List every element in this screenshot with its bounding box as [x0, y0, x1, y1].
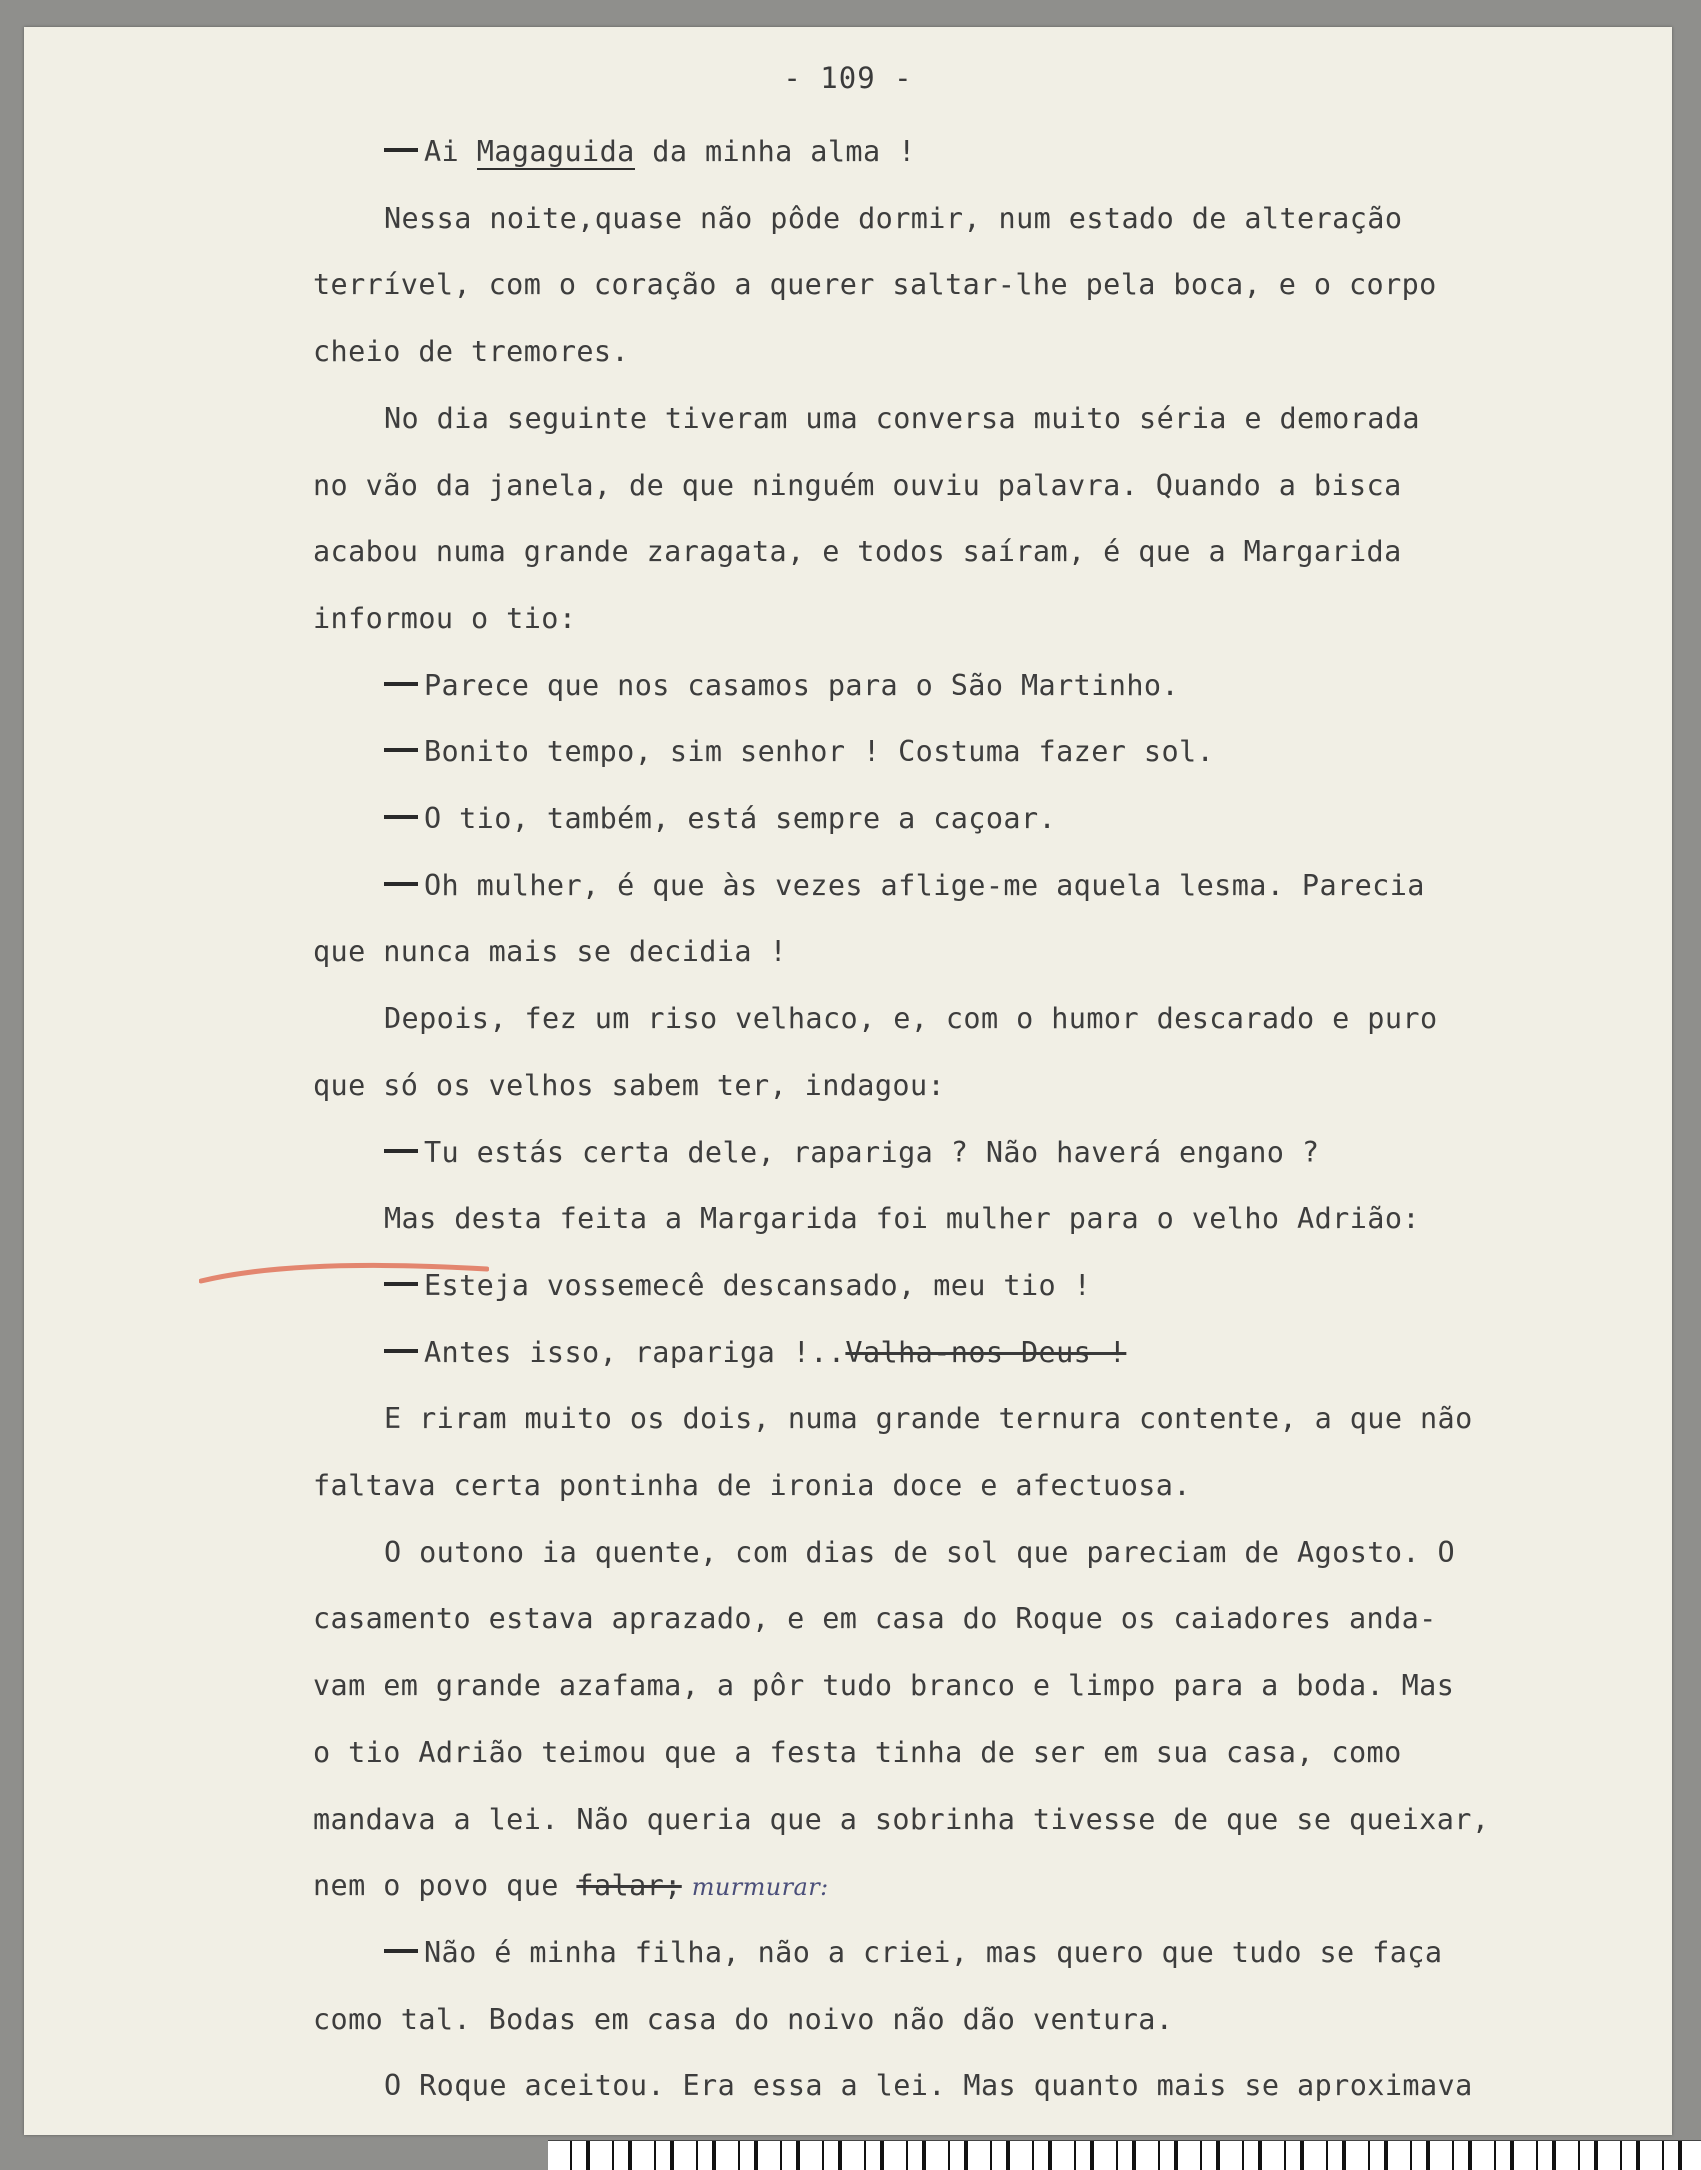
- dialogue-dash: [384, 882, 418, 886]
- line-text: terrível, com o coração a querer saltar-lhe pela boca, e o corpo: [313, 268, 1437, 302]
- line-text: Tu estás certa dele, rapariga ? Não haverá engano ?: [424, 1135, 1320, 1169]
- text-line: [313, 1803, 1489, 1836]
- line-text: Depois, fez um riso velhaco, e, com o humor descarado e puro: [384, 1002, 1438, 1036]
- dialogue-dash: [384, 748, 418, 752]
- text-line: [313, 535, 1402, 568]
- line-text: Antes isso, rapariga !..: [424, 1335, 846, 1369]
- line-text: mandava a lei. Não queria que a sobrinha tivesse de que se queixar,: [313, 1802, 1490, 1836]
- scan-ruler: [548, 2140, 1701, 2170]
- text-line: [384, 1402, 1473, 1435]
- text-line: [313, 268, 1437, 301]
- line-text: Esteja vossemecê descansado, meu tio !: [424, 1268, 1092, 1302]
- text-line: [384, 1002, 1438, 1035]
- text-line: [313, 1669, 1454, 1702]
- line-text: Bonito tempo, sim senhor ! Costuma fazer sol.: [424, 735, 1215, 769]
- text-line: [313, 335, 629, 368]
- line-text: vam em grande azafama, a pôr tudo branco e limpo para a boda. Mas: [313, 1669, 1455, 1703]
- page-number: - 109 -: [783, 61, 913, 95]
- text-line: [313, 1602, 1437, 1635]
- text-line: [384, 669, 1179, 702]
- dialogue-dash: [384, 1949, 418, 1953]
- manuscript-page: [24, 27, 1672, 2135]
- dialogue-dash: [384, 1282, 418, 1286]
- line-text: O Roque aceitou. Era essa a lei. Mas quanto mais se aproximava: [384, 2069, 1473, 2103]
- line-text: que nunca mais se decidia !: [313, 935, 788, 969]
- text-line: [313, 1069, 945, 1102]
- line-text: informou o tio:: [313, 601, 577, 635]
- text-line: [384, 402, 1420, 435]
- line-text: Oh mulher, é que às vezes aflige-me aquela lesma. Parecia: [424, 868, 1425, 902]
- line-text: faltava certa pontinha de ironia doce e afectuosa.: [313, 1469, 1191, 1502]
- text-line: [384, 2069, 1473, 2102]
- line-text: Parece que nos casamos para o São Martinho.: [424, 668, 1180, 702]
- text-line: [313, 2003, 1173, 2036]
- line-text: que só os velhos sabem ter, indagou:: [313, 1068, 946, 1102]
- line-text: cheio de tremores.: [313, 335, 630, 369]
- line-text: O outono ia quente, com dias de sol que pareciam de Agosto. O: [384, 1535, 1456, 1569]
- struck-through-text: falar;: [576, 1869, 682, 1903]
- dialogue-dash: [384, 1349, 418, 1353]
- dialogue-dash: [384, 815, 418, 819]
- line-text: da minha alma !: [634, 135, 916, 168]
- line-text: como tal. Bodas em casa do noivo não dão ventura.: [313, 2002, 1174, 2036]
- text-line: [384, 1936, 1442, 1969]
- text-line: [384, 202, 1402, 235]
- line-text: O tio, também, está sempre a caçoar.: [424, 802, 1057, 835]
- line-text: Mas desta feita a Margarida foi mulher para o velho Adrião:: [384, 1202, 1420, 1236]
- text-line: [313, 469, 1402, 502]
- line-text: nem o povo que: [313, 1869, 577, 1903]
- text-line: [384, 1136, 1319, 1169]
- line-text: E riram muito os dois, numa grande ternura contente, a que não: [384, 1402, 1473, 1436]
- text-line: [313, 1736, 1402, 1769]
- line-text: Não é minha filha, não a criei, mas quero que tudo se faça: [424, 1935, 1443, 1969]
- line-text: No dia seguinte tiveram uma conversa muito séria e demorada: [384, 401, 1420, 435]
- text-line: [384, 802, 1056, 835]
- text-line: [384, 135, 916, 168]
- line-text: Nessa noite,quase não pôde dormir, num estado de alteração: [384, 201, 1403, 235]
- text-line: [384, 1269, 1091, 1302]
- text-line: [313, 1469, 1191, 1502]
- text-line: [384, 1202, 1420, 1235]
- handwritten-correction: murmurar:: [691, 1873, 829, 1902]
- line-text: Ai: [424, 135, 477, 168]
- text-line: [313, 1869, 829, 1902]
- line-text: no vão da janela, de que ninguém ouviu palavra. Quando a bisca: [313, 468, 1402, 502]
- text-line: [384, 1536, 1455, 1569]
- line-text: o tio Adrião teimou que a festa tinha de ser em sua casa, como: [313, 1735, 1402, 1769]
- dialogue-dash: [384, 148, 418, 152]
- text-line: [313, 935, 787, 968]
- struck-through-text: Valha-nos Deus !: [845, 1335, 1127, 1369]
- dialogue-dash: [384, 682, 418, 686]
- text-line: [384, 735, 1214, 768]
- line-text: acabou numa grande zaragata, e todos saíram, é que a Margarida: [313, 535, 1402, 569]
- line-text: casamento estava aprazado, e em casa do Roque os caiadores anda-: [313, 1602, 1437, 1636]
- underlined-word: Magaguida: [476, 135, 635, 168]
- text-line: [384, 1336, 1126, 1369]
- text-line: [313, 602, 576, 635]
- text-line: [384, 869, 1425, 902]
- dialogue-dash: [384, 1149, 418, 1153]
